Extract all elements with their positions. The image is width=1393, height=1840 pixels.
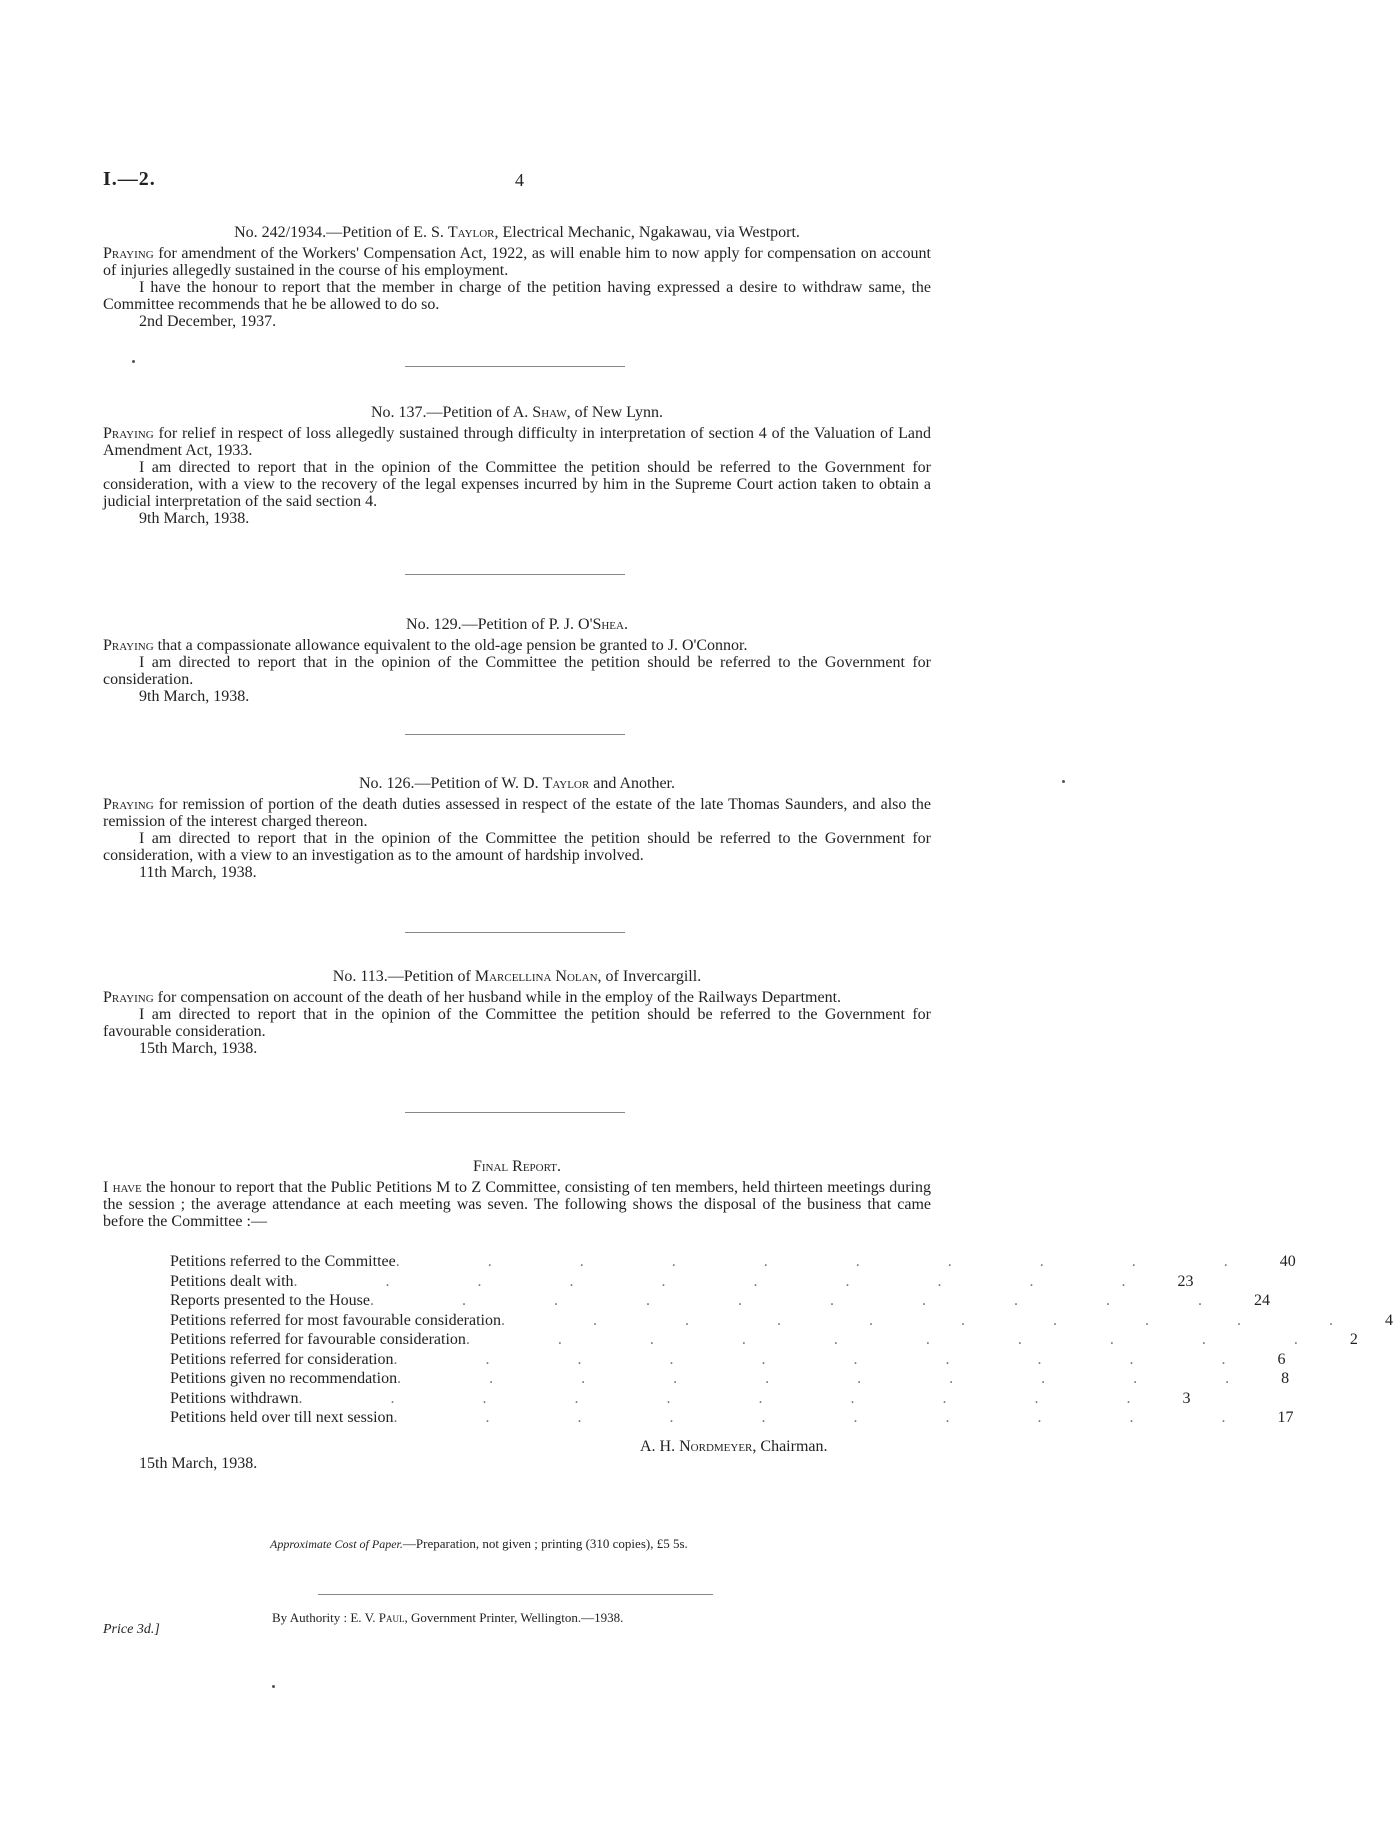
report-paragraph: I am directed to report that in the opinion of the Committee the petition should be referred to the Government for consideration, with a view to an investigation as to the amount of hardship involved. — [103, 830, 931, 864]
authority-line — [272, 1610, 623, 1626]
cost-note — [270, 1536, 688, 1552]
row-label: Petitions referred for consideration — [170, 1350, 394, 1368]
report-date: 9th March, 1938. — [139, 510, 250, 527]
page-number: 4 — [515, 170, 524, 190]
leader-dots: . . . . . . . . . . — [465, 1331, 1340, 1348]
leader-dots: . . . . . . . . . . — [393, 1350, 1268, 1368]
row-label: Petitions dealt with — [170, 1272, 294, 1290]
row-label: Petitions referred for most favourable consideration — [170, 1311, 501, 1329]
praying-paragraph — [103, 245, 931, 279]
praying-word: Praying — [103, 245, 154, 262]
report-paragraph: I am directed to report that in the opinion of the Committee the petition should be referred to the Government for consideration. — [103, 654, 931, 688]
row-value: 6 — [1277, 1350, 1286, 1368]
row-value: 40 — [1279, 1253, 1296, 1270]
report-paragraph: I am directed to report that in the opinion of the Committee the petition should be referred to the Government for favourable consideration. — [103, 1006, 931, 1040]
report-date: 9th March, 1938. — [139, 688, 250, 705]
petition-126 — [103, 775, 931, 881]
petitioner-name: Marcellina Nolan — [474, 968, 598, 985]
title-suffix: and Another. — [589, 775, 675, 792]
title-suffix: , of New Lynn. — [566, 404, 664, 421]
row-value: 2 — [1349, 1331, 1358, 1348]
praying-paragraph — [103, 989, 931, 1006]
petition-title — [103, 224, 931, 241]
table-row — [170, 1311, 1393, 1331]
praying-text: for compensation on account of the death of her husband while in the employ of the Railways Department. — [153, 989, 842, 1006]
petition-137 — [103, 404, 931, 527]
petitioner-name: Taylor — [447, 224, 495, 241]
row-label: Petitions given no recommendation — [170, 1370, 398, 1387]
leader-dots: . . . . . . . . . . — [393, 1409, 1268, 1426]
scan-speck — [132, 360, 135, 363]
table-row — [170, 1408, 1294, 1428]
final-report-intro — [103, 1179, 931, 1230]
report-paragraph: I have the honour to report that the member in charge of the petition having expressed a desire to withdraw same, the Committee recommends that he be allowed to do so. — [103, 279, 931, 313]
price: Price 3d.] — [103, 1622, 160, 1637]
table-row — [170, 1389, 1191, 1409]
table-row — [170, 1272, 1194, 1292]
row-label: Petitions referred to the Committee — [170, 1253, 396, 1270]
row-value: 17 — [1277, 1409, 1294, 1426]
praying-word: Praying — [103, 637, 154, 654]
row-label: Petitions withdrawn — [170, 1389, 299, 1407]
title-prefix: No. 242/1934.—Petition of E. S. — [234, 224, 448, 241]
table-row — [170, 1330, 1358, 1350]
cost-text: —Preparation, not given ; printing (310 copies), £5 5s. — [402, 1536, 688, 1551]
row-value: 8 — [1281, 1370, 1290, 1387]
leader-dots: . . . . . . . . . . — [293, 1272, 1168, 1290]
table-row — [170, 1252, 1296, 1272]
report-paragraph: I am directed to report that in the opinion of the Committee the petition should be referred to the Government for consideration, with a view to the recovery of the legal expenses incurred by him in the Supreme Court action taken to obtain a judicial interpretation of the said section 4. — [103, 459, 931, 510]
row-label: Petitions held over till next session — [170, 1409, 394, 1426]
table-row — [170, 1369, 1290, 1389]
signature-line — [640, 1438, 827, 1456]
praying-word: Praying — [103, 989, 154, 1006]
title-prefix: No. 126.—Petition of W. D. — [359, 775, 543, 792]
petition-113 — [103, 968, 931, 1057]
praying-word: Praying — [103, 796, 154, 813]
petition-title — [103, 968, 931, 985]
printer-name: Paul — [378, 1610, 405, 1625]
leader-dots: . . . . . . . . . . — [395, 1253, 1270, 1270]
signatory-title: , Chairman. — [752, 1438, 828, 1455]
leader-dots: . . . . . . . . . . — [397, 1370, 1272, 1387]
title-prefix: No. 137.—Petition of A. — [370, 404, 533, 421]
praying-text: for remission of portion of the death duties assessed in respect of the estate of the late Thomas Saunders, and also the remission of the interest charged thereon. — [103, 796, 931, 830]
final-report — [103, 1158, 931, 1230]
praying-paragraph — [103, 637, 931, 654]
leader-dots: . . . . . . . . . . — [501, 1311, 1375, 1329]
title-suffix: , of Invercargill. — [597, 968, 702, 985]
petition-129 — [103, 616, 931, 705]
final-report-date: 15th March, 1938. — [139, 1455, 258, 1472]
final-report-heading: Final Report. — [472, 1158, 562, 1175]
title-prefix: No. 113.—Petition of — [332, 968, 475, 985]
footer-divider — [318, 1594, 713, 1595]
table-row — [170, 1350, 1286, 1370]
page-reference: I.—2. — [103, 168, 156, 190]
disposal-table — [170, 1252, 1393, 1428]
signatory-name: Nordmeyer — [679, 1438, 753, 1455]
praying-paragraph — [103, 425, 931, 459]
signatory-initials: A. H. — [640, 1438, 680, 1455]
praying-text: that a compassionate allowance equivalent to the old-age pension be granted to J. O'Connor. — [153, 637, 748, 654]
section-divider — [405, 574, 625, 575]
row-value: 4 — [1385, 1311, 1393, 1329]
section-divider — [405, 366, 625, 367]
authority-prefix: By Authority : E. V. — [272, 1610, 379, 1625]
scan-speck — [1062, 780, 1065, 783]
row-label: Reports presented to the House — [170, 1292, 370, 1309]
table-row — [170, 1291, 1270, 1311]
petition-title — [103, 616, 931, 633]
praying-word: Praying — [103, 425, 154, 442]
intro-text: the honour to report that the Public Petitions M to Z Committee, consisting of ten members, held thirteen meetings during the session ; the average attendance at each meeting was seven. The following shows the disposal of the business that came before the Committee :— — [103, 1179, 931, 1230]
cost-label: Approximate Cost of Paper. — [270, 1537, 403, 1551]
row-label: Petitions referred for favourable consideration — [170, 1331, 466, 1348]
praying-text: for relief in respect of loss allegedly sustained through difficulty in interpretation of section 4 of the Valuation of Land Amendment Act, 1933. — [103, 425, 931, 459]
section-divider — [405, 734, 625, 735]
report-date: 15th March, 1938. — [139, 1040, 258, 1057]
title-suffix: . — [623, 616, 628, 633]
petitioner-name: Taylor — [542, 775, 590, 792]
title-prefix: No. 129.—Petition of P. J. O' — [406, 616, 593, 633]
authority-suffix: , Government Printer, Wellington.—1938. — [404, 1610, 624, 1625]
report-date: 11th March, 1938. — [139, 864, 257, 881]
title-suffix: , Electrical Mechanic, Ngakawau, via Westport. — [494, 224, 800, 241]
row-value: 3 — [1182, 1389, 1191, 1407]
praying-paragraph — [103, 796, 931, 830]
petition-title — [103, 775, 931, 792]
row-value: 24 — [1253, 1292, 1270, 1309]
section-divider — [405, 932, 625, 933]
petition-title — [103, 404, 931, 421]
petition-242-1934 — [103, 224, 931, 330]
praying-text: for amendment of the Workers' Compensation Act, 1922, as will enable him to now apply for compensation on account of injuries allegedly sustained in the course of his employment. — [103, 245, 931, 279]
petitioner-name: Shea — [592, 616, 624, 633]
leader-dots: . . . . . . . . . . — [298, 1389, 1173, 1407]
scan-speck — [272, 1685, 275, 1688]
row-value: 23 — [1177, 1272, 1194, 1290]
report-date: 2nd December, 1937. — [139, 313, 277, 330]
section-divider — [405, 1112, 625, 1113]
leader-dots: . . . . . . . . . . — [369, 1292, 1244, 1309]
petitioner-name: Shaw — [532, 404, 567, 421]
intro-word: I have — [103, 1179, 142, 1196]
